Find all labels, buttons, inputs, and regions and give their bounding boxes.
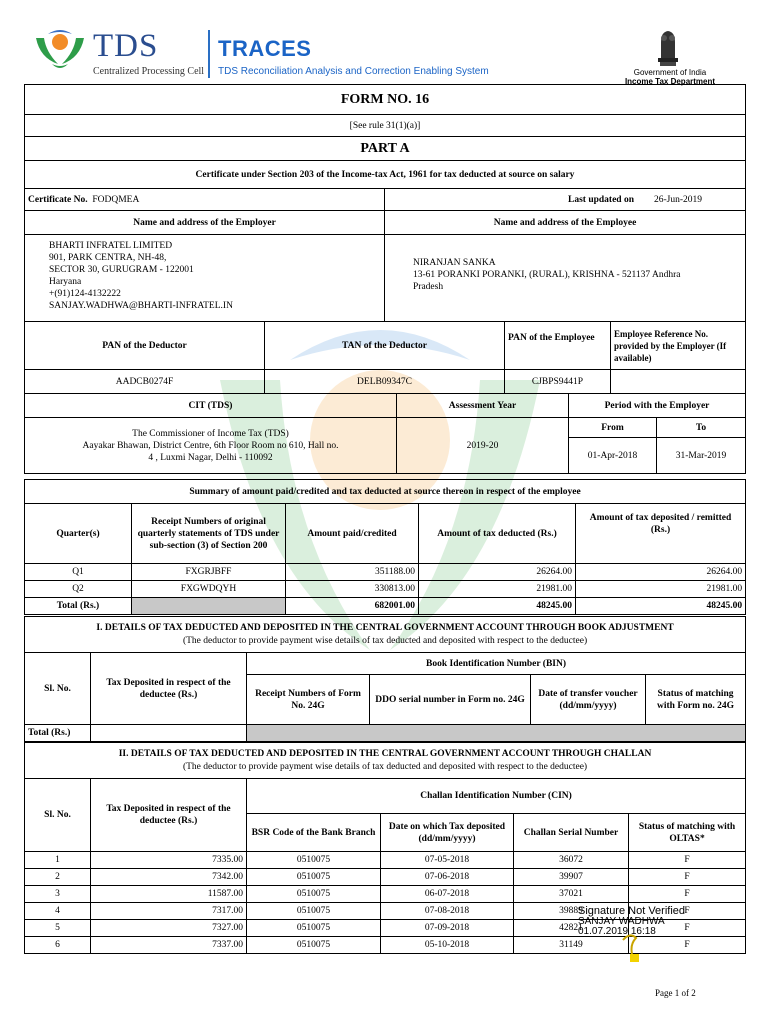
pan-deductor-label: PAN of the Deductor	[25, 322, 265, 370]
tan-deductor-label: TAN of the Deductor	[265, 322, 505, 370]
employer-address: BHARTI INFRATEL LIMITED 901, PARK CENTRA, NH-48, SECTOR 30, GURUGRAM - 122001 Haryana +(91)124-4132222 SANJAY.WADHWA@BHARTI-INFRATEL.IN	[25, 235, 385, 322]
digital-signature: Signature Not Verified SANJAY WADHWA 01.07.2019 16:18	[578, 905, 686, 937]
last-updated-cell: Last updated on 26-Jun-2019	[385, 189, 746, 211]
pan-employee-label: PAN of the Employee	[505, 322, 611, 370]
form-title: FORM NO. 16	[25, 85, 746, 115]
traces-wordmark: TRACES	[218, 36, 312, 61]
period-to: 31-Mar-2019	[657, 438, 746, 474]
table-row: 3 11587.00 0510075 06-07-2018 37021 F	[25, 886, 746, 903]
page-header	[0, 0, 768, 84]
h-tax: Amount of tax deducted (Rs.)	[419, 504, 576, 564]
emp-ref-value	[611, 370, 746, 394]
challan-h-status: Status of matching with OLTAS*	[629, 814, 746, 852]
book-h-status: Status of matching with Form no. 24G	[646, 675, 746, 725]
goi-label: Government of India Income Tax Department	[624, 68, 716, 86]
book-h-sl: Sl. No.	[25, 653, 91, 725]
form-rule: [See rule 31(1)(a)]	[25, 115, 746, 137]
challan-h-bsr: BSR Code of the Bank Branch	[247, 814, 381, 852]
table-row: Q2 FXGWDQYH 330813.00 21981.00 21981.00	[25, 581, 746, 598]
book-heading: I. DETAILS OF TAX DEDUCTED AND DEPOSITED IN THE CENTRAL GOVERNMENT ACCOUNT THROUGH BOOK ADJUSTMENT (The deductor to provide payment wise details of tax deducted and deposited with respect to the deductee)	[25, 617, 746, 653]
tds-wordmark: TDS	[93, 28, 159, 64]
emp-ref-label: Employee Reference No. provided by the Employer (If available)	[611, 322, 746, 370]
book-h-date: Date of transfer voucher (dd/mm/yyyy)	[531, 675, 646, 725]
h-amount: Amount paid/credited	[286, 504, 419, 564]
part-title: PART A	[25, 137, 746, 161]
ay-label: Assessment Year	[397, 394, 569, 418]
certificate-no-cell: Certificate No. FODQMEA	[25, 189, 385, 211]
to-label: To	[657, 418, 746, 438]
h-receipt: Receipt Numbers of original quarterly statements of TDS under sub-section (3) of Section 200	[132, 504, 286, 564]
national-emblem-icon	[655, 28, 681, 68]
h-deposited: Amount of tax deposited / remitted (Rs.)	[576, 504, 746, 564]
employer-heading: Name and address of the Employer	[25, 211, 385, 235]
challan-h-cin: Challan Identification Number (CIN)	[247, 779, 746, 814]
summary-table	[24, 479, 746, 615]
header-divider	[208, 30, 210, 78]
period-from: 01-Apr-2018	[569, 438, 657, 474]
from-label: From	[569, 418, 657, 438]
summary-heading: Summary of amount paid/credited and tax deducted at source thereon in respect of the employee	[25, 480, 746, 504]
page-number: Page 1 of 2	[655, 988, 696, 998]
tan-deductor: DELB09347C	[265, 370, 505, 394]
h-quarter: Quarter(s)	[25, 504, 132, 564]
traces-subtitle: TDS Reconciliation Analysis and Correction Enabling System	[218, 66, 489, 77]
book-total-row: Total (Rs.)	[25, 725, 746, 742]
challan-h-tax: Tax Deposited in respect of the deductee (Rs.)	[91, 779, 247, 852]
book-h-receipt: Receipt Numbers of Form No. 24G	[247, 675, 370, 725]
table-row: 1 7335.00 0510075 07-05-2018 36072 F	[25, 852, 746, 869]
parties-table	[24, 188, 746, 322]
book-h-tax: Tax Deposited in respect of the deductee (Rs.)	[91, 653, 247, 725]
challan-h-serial: Challan Serial Number	[514, 814, 629, 852]
period-label: Period with the Employer	[569, 394, 746, 418]
book-adjustment-table	[24, 616, 746, 742]
table-row: 2 7342.00 0510075 07-06-2018 39907 F	[25, 869, 746, 886]
book-h-ddo: DDO serial number in Form no. 24G	[370, 675, 531, 725]
summary-total-row: Total (Rs.) 682001.00 48245.00 48245.00	[25, 598, 746, 615]
tds-logo-icon	[30, 28, 90, 72]
ids-table	[24, 321, 746, 394]
cit-address: The Commissioner of Income Tax (TDS) Aayakar Bhawan, District Centre, 6th Floor Room no 610, Hall no. 4 , Luxmi Nagar, Delhi - 110092	[25, 418, 397, 474]
book-h-bin: Book Identification Number (BIN)	[247, 653, 746, 675]
challan-h-sl: Sl. No.	[25, 779, 91, 852]
challan-heading: II. DETAILS OF TAX DEDUCTED AND DEPOSITED IN THE CENTRAL GOVERNMENT ACCOUNT THROUGH CHALLAN (The deductor to provide payment wise details of tax deducted and deposited with respect to the deductee)	[25, 743, 746, 779]
pan-employee: CJBPS9441P	[505, 370, 611, 394]
cit-table	[24, 393, 746, 474]
table-row: 5 7327.00 0510075 07-09-2018 42821 F	[25, 920, 746, 937]
table-row: Q1 FXGRJBFF 351188.00 26264.00 26264.00	[25, 564, 746, 581]
assessment-year: 2019-20	[397, 418, 569, 474]
tds-subtitle: Centralized Processing Cell	[93, 66, 205, 77]
table-row: 6 7337.00 0510075 05-10-2018 31149 F	[25, 937, 746, 954]
pan-deductor: AADCB0274F	[25, 370, 265, 394]
table-row: 4 7317.00 0510075 07-08-2018 39889 F	[25, 903, 746, 920]
employee-heading: Name and address of the Employee	[385, 211, 746, 235]
cit-label: CIT (TDS)	[25, 394, 397, 418]
employee-address: NIRANJAN SANKA 13-61 PORANKI PORANKI, (RURAL), KRISHNA - 521137 Andhra Pradesh	[385, 235, 746, 322]
challan-h-date: Date on which Tax deposited (dd/mm/yyyy)	[381, 814, 514, 852]
form-title-table	[24, 84, 746, 189]
certificate-heading: Certificate under Section 203 of the Income-tax Act, 1961 for tax deducted at source on salary	[25, 161, 746, 189]
